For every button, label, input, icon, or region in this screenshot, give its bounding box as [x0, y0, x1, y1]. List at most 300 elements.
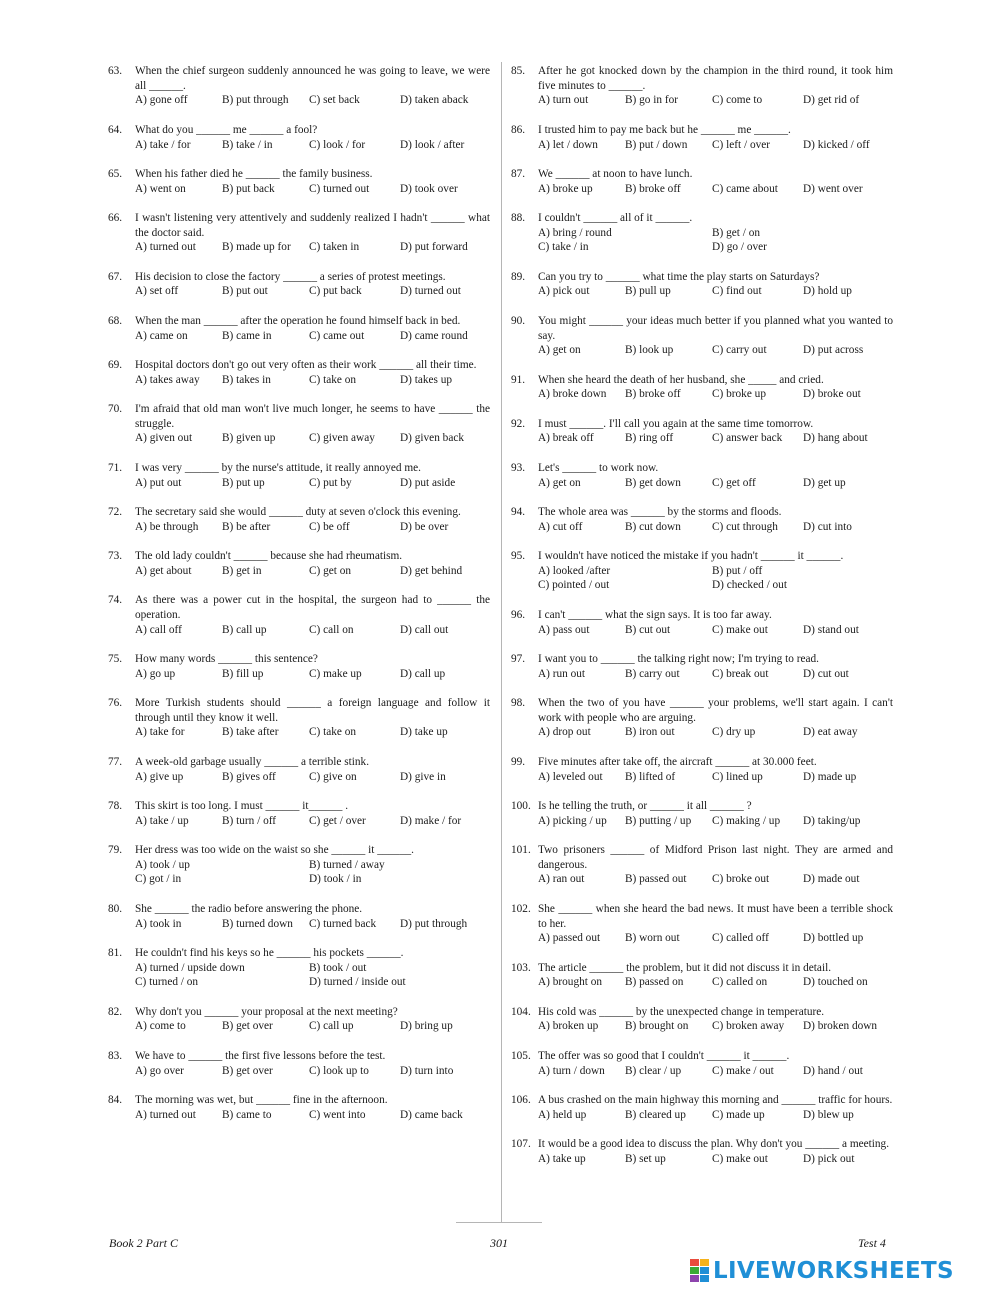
answer-option[interactable]: D) put aside: [400, 476, 456, 489]
answer-option[interactable]: B) take after: [222, 726, 279, 739]
answer-option[interactable]: D) broke out: [803, 388, 861, 401]
answer-options: [108, 564, 490, 579]
question-item: [511, 549, 893, 593]
answer-option[interactable]: D) kicked / off: [803, 138, 870, 151]
answer-options: [511, 1108, 893, 1123]
answer-options: [108, 476, 490, 491]
answer-options: [108, 1064, 490, 1079]
answer-options: [108, 240, 490, 255]
answer-option[interactable]: A) brought on: [538, 976, 603, 989]
answer-option[interactable]: B) passed on: [625, 976, 684, 989]
answer-option[interactable]: B) made up for: [222, 241, 291, 254]
answer-option[interactable]: D) taken aback: [400, 94, 469, 107]
answer-option[interactable]: B) take / in: [222, 138, 273, 151]
answer-option[interactable]: D) bottled up: [803, 932, 864, 945]
answer-option[interactable]: C) look up to: [309, 1064, 369, 1077]
question-number: 78.: [108, 799, 123, 812]
answer-option[interactable]: D) hand / out: [803, 1064, 863, 1077]
answer-option[interactable]: A) broke down: [538, 388, 607, 401]
page-number: 301: [490, 1236, 508, 1250]
answer-option[interactable]: B) gives off: [222, 770, 276, 783]
question-number: 82.: [108, 1005, 123, 1018]
answer-option[interactable]: B) broke off: [625, 388, 681, 401]
answer-option[interactable]: C) cut through: [712, 520, 778, 533]
answer-option[interactable]: C) turned back: [309, 917, 377, 930]
answer-option[interactable]: D) be over: [400, 520, 449, 533]
answer-options: [511, 520, 893, 535]
answer-option[interactable]: C) pointed / out: [538, 579, 610, 592]
answer-option[interactable]: B) call up: [222, 623, 267, 636]
question-item: [108, 314, 490, 343]
answer-option[interactable]: D) checked / out: [712, 579, 787, 592]
question-text: When the chief surgeon suddenly announced he was going to leave, we were all ______.: [135, 65, 490, 92]
question-text: I want you to ______ the talking right now; I'm trying to read.: [538, 652, 819, 665]
answer-options: [108, 623, 490, 638]
question-text: Can you try to ______ what time the play starts on Saturdays?: [538, 270, 820, 283]
answer-options: [108, 182, 490, 197]
answer-option[interactable]: B) look up: [625, 344, 674, 357]
answer-options: [511, 872, 893, 887]
answer-option[interactable]: B) pull up: [625, 285, 671, 298]
answer-option[interactable]: D) took / in: [309, 873, 362, 886]
question-number: 75.: [108, 652, 123, 665]
question-item: [108, 64, 490, 108]
answer-option[interactable]: C) get / over: [309, 814, 366, 827]
answer-options: [511, 975, 893, 990]
answer-option[interactable]: D) go / over: [712, 241, 767, 254]
answer-option[interactable]: C) carry out: [712, 344, 767, 357]
question-text: I wouldn't have noticed the mistake if you hadn't ______ it ______.: [538, 550, 844, 563]
answer-option[interactable]: D) put through: [400, 917, 468, 930]
question-text: Hospital doctors don't go out very often as their work ______ all their time.: [135, 358, 477, 371]
question-number: 98.: [511, 697, 526, 710]
answer-option[interactable]: C) get on: [309, 564, 352, 577]
question-text: This skirt is too long. I must ______ it______ .: [135, 799, 349, 812]
question-item: [108, 402, 490, 446]
answer-option[interactable]: A) pass out: [538, 623, 590, 636]
answer-option[interactable]: C) look / for: [309, 138, 366, 151]
answer-option[interactable]: C) called off: [712, 932, 769, 945]
answer-options: [511, 182, 893, 197]
answer-options: [511, 226, 893, 255]
answer-option[interactable]: B) set up: [625, 1152, 666, 1165]
answer-options: [108, 858, 490, 887]
answer-option[interactable]: B) cut out: [625, 623, 671, 636]
question-number: 104.: [511, 1005, 531, 1018]
answer-option[interactable]: B) get over: [222, 1064, 273, 1077]
question-text: He couldn't find his keys so he ______ his pockets ______.: [135, 946, 404, 959]
answer-option[interactable]: C) put by: [309, 476, 352, 489]
question-number: 102.: [511, 902, 531, 915]
question-text: A week-old garbage usually ______ a terrible stink.: [135, 755, 370, 768]
question-item: [108, 902, 490, 931]
question-text: You might ______ your ideas much better if you planned what you wanted to say.: [538, 314, 893, 342]
question-number: 93.: [511, 461, 526, 474]
question-text: Why don't you ______ your proposal at the next meeting?: [135, 1005, 398, 1018]
answer-option[interactable]: A) put out: [135, 476, 182, 489]
answer-option[interactable]: D) bring up: [400, 1020, 453, 1033]
answer-option[interactable]: C) came about: [712, 182, 778, 195]
answer-option[interactable]: C) be off: [309, 520, 350, 533]
answer-option[interactable]: C) call up: [309, 1020, 354, 1033]
question-item: [511, 505, 893, 534]
question-text: How many words ______ this sentence?: [135, 652, 318, 665]
answer-option[interactable]: C) taken in: [309, 241, 360, 254]
answer-option[interactable]: C) called on: [712, 976, 768, 989]
question-number: 74.: [108, 594, 123, 607]
question-text: His cold was ______ by the unexpected change in temperature.: [538, 1005, 825, 1018]
answer-option[interactable]: D) call out: [400, 623, 449, 636]
answer-option[interactable]: A) go over: [135, 1064, 184, 1077]
answer-option[interactable]: C) broken away: [712, 1020, 785, 1033]
answer-option[interactable]: A) call off: [135, 623, 182, 636]
answer-option[interactable]: A) gone off: [135, 94, 188, 107]
answer-option[interactable]: B) iron out: [625, 726, 675, 739]
question-item: [511, 1005, 893, 1034]
question-item: [108, 652, 490, 681]
answer-option[interactable]: A) turn / down: [538, 1064, 605, 1077]
question-number: 64.: [108, 123, 123, 136]
question-item: [108, 461, 490, 490]
answer-option[interactable]: C) lined up: [712, 770, 763, 783]
answer-option[interactable]: D) touched on: [803, 976, 868, 989]
answer-options: [108, 329, 490, 344]
answer-option[interactable]: B) came to: [222, 1108, 272, 1121]
answer-options: [511, 770, 893, 785]
answer-option[interactable]: A) took in: [135, 917, 182, 930]
answer-option[interactable]: B) lifted of: [625, 770, 676, 783]
question-number: 95.: [511, 550, 526, 563]
answer-options: [511, 138, 893, 153]
answer-option[interactable]: C) turned out: [309, 182, 370, 195]
answer-option[interactable]: A) drop out: [538, 726, 591, 739]
answer-option[interactable]: B) takes in: [222, 373, 271, 386]
answer-option[interactable]: A) go up: [135, 667, 176, 680]
answer-option[interactable]: B) worn out: [625, 932, 680, 945]
answer-options: [108, 373, 490, 388]
answer-option[interactable]: A) break off: [538, 432, 594, 445]
question-text: The morning was wet, but ______ fine in the afternoon.: [135, 1093, 388, 1106]
answer-option[interactable]: A) take / up: [135, 814, 189, 827]
answer-option[interactable]: A) bring / round: [538, 226, 612, 239]
question-number: 67.: [108, 270, 123, 283]
question-text: We ______ at noon to have lunch.: [538, 167, 693, 180]
question-text: The old lady couldn't ______ because she had rheumatism.: [135, 550, 403, 563]
answer-option[interactable]: A) get about: [135, 564, 192, 577]
answer-option[interactable]: C) dry up: [712, 726, 756, 739]
answer-option[interactable]: B) put through: [222, 94, 289, 107]
answer-option[interactable]: D) made out: [803, 873, 860, 886]
answer-option[interactable]: A) pick out: [538, 285, 590, 298]
answer-option[interactable]: D) blew up: [803, 1108, 854, 1121]
answer-option[interactable]: D) took over: [400, 182, 458, 195]
answer-options: [108, 917, 490, 932]
answer-options: [511, 1019, 893, 1034]
answer-option[interactable]: B) fill up: [222, 667, 264, 680]
question-item: [511, 1049, 893, 1078]
answer-option[interactable]: D) hold up: [803, 285, 852, 298]
answer-option[interactable]: A) passed out: [538, 932, 601, 945]
answer-option[interactable]: A) take for: [135, 726, 185, 739]
answer-option[interactable]: B) put up: [222, 476, 265, 489]
footer-book-label: Book 2 Part C: [109, 1236, 178, 1250]
answer-option[interactable]: A) be through: [135, 520, 199, 533]
question-number: 87.: [511, 167, 526, 180]
answer-option[interactable]: C) give on: [309, 770, 357, 783]
answer-option[interactable]: D) cut out: [803, 667, 849, 680]
answer-option[interactable]: D) stand out: [803, 623, 859, 636]
question-number: 70.: [108, 403, 123, 416]
answer-option[interactable]: D) hang about: [803, 432, 868, 445]
answer-option[interactable]: C) make out: [712, 623, 768, 636]
question-text: Is he telling the truth, or ______ it all ______ ?: [538, 799, 752, 812]
question-item: [511, 902, 893, 946]
answer-option[interactable]: D) taking/up: [803, 814, 861, 827]
answer-option[interactable]: C) got / in: [135, 873, 182, 886]
question-text: When his father died he ______ the family business.: [135, 167, 373, 180]
answer-option[interactable]: C) went into: [309, 1108, 366, 1121]
answer-options: [511, 814, 893, 829]
answer-option[interactable]: D) put forward: [400, 241, 468, 254]
answer-option[interactable]: B) turn / off: [222, 814, 277, 827]
answer-option[interactable]: B) clear / up: [625, 1064, 682, 1077]
answer-option[interactable]: D) turned out: [400, 285, 461, 298]
question-text: We have to ______ the first five lessons before the test.: [135, 1049, 386, 1062]
question-number: 65.: [108, 167, 123, 180]
answer-option[interactable]: C) call on: [309, 623, 354, 636]
answer-option[interactable]: C) broke out: [712, 873, 770, 886]
question-item: [511, 652, 893, 681]
answer-option[interactable]: B) get / on: [712, 226, 761, 239]
question-item: [108, 1049, 490, 1078]
answer-option[interactable]: B) came in: [222, 329, 272, 342]
answer-option[interactable]: A) let / down: [538, 138, 598, 151]
answer-option[interactable]: D) takes up: [400, 373, 453, 386]
answer-option[interactable]: D) came round: [400, 329, 468, 342]
answer-option[interactable]: D) make / for: [400, 814, 462, 827]
answer-option[interactable]: B) putting / up: [625, 814, 692, 827]
answer-option[interactable]: C) make / out: [712, 1064, 774, 1077]
question-text: As there was a power cut in the hospital, the surgeon had to ______ the operation.: [135, 594, 490, 621]
answer-option[interactable]: B) put / down: [625, 138, 688, 151]
answer-option[interactable]: B) turned down: [222, 917, 293, 930]
answer-option[interactable]: B) carry out: [625, 667, 680, 680]
answer-option[interactable]: C) take on: [309, 373, 357, 386]
answer-option[interactable]: C) put back: [309, 285, 362, 298]
column-divider: [501, 62, 502, 1222]
answer-option[interactable]: C) given away: [309, 432, 375, 445]
answer-option[interactable]: A) come to: [135, 1020, 186, 1033]
answer-option[interactable]: C) broke up: [712, 388, 766, 401]
answer-option[interactable]: D) went over: [803, 182, 863, 195]
answer-options: [108, 284, 490, 299]
question-text: I'm afraid that old man won't live much longer, he seems to have ______ the struggle.: [135, 403, 490, 430]
answer-option[interactable]: D) look / after: [400, 138, 465, 151]
question-text: The secretary said she would ______ duty at seven o'clock this evening.: [135, 505, 461, 518]
answer-option[interactable]: D) came back: [400, 1108, 463, 1121]
answer-option[interactable]: B) get in: [222, 564, 262, 577]
answer-option[interactable]: B) get over: [222, 1020, 273, 1033]
answer-option[interactable]: B) cut down: [625, 520, 681, 533]
answer-option[interactable]: A) turned out: [135, 1108, 196, 1121]
answer-option[interactable]: A) get on: [538, 344, 581, 357]
question-item: [108, 755, 490, 784]
question-item: [511, 696, 893, 740]
answer-option[interactable]: D) given back: [400, 432, 464, 445]
answer-option[interactable]: D) pick out: [803, 1152, 855, 1165]
question-number: 79.: [108, 844, 123, 857]
answer-options: [511, 1064, 893, 1079]
answer-option[interactable]: A) given out: [135, 432, 193, 445]
answer-option[interactable]: A) took / up: [135, 858, 190, 871]
answer-option[interactable]: C) find out: [712, 285, 762, 298]
footer-rule: [456, 1222, 542, 1223]
answer-options: [108, 1019, 490, 1034]
question-item: [511, 373, 893, 402]
question-text: The offer was so good that I couldn't ______ it ______.: [538, 1049, 790, 1062]
answer-option[interactable]: C) made up: [712, 1108, 765, 1121]
answer-option[interactable]: C) come to: [712, 94, 763, 107]
question-item: [511, 961, 893, 990]
answer-option[interactable]: B) put back: [222, 182, 275, 195]
answer-option[interactable]: B) ring off: [625, 432, 674, 445]
answer-options: [511, 623, 893, 638]
question-text: I trusted him to pay me back but he ______ me ______.: [538, 123, 791, 136]
answer-option[interactable]: A) get on: [538, 476, 581, 489]
question-number: 97.: [511, 652, 526, 665]
question-number: 81.: [108, 946, 123, 959]
question-text: I couldn't ______ all of it ______.: [538, 211, 693, 224]
answer-option[interactable]: C) break out: [712, 667, 769, 680]
question-text: The article ______ the problem, but it did not discuss it in detail.: [538, 961, 832, 974]
answer-option[interactable]: A) take / for: [135, 138, 191, 151]
answer-option[interactable]: A) looked /after: [538, 564, 611, 577]
question-text: Five minutes after take off, the aircraft ______ at 30.000 feet.: [538, 755, 817, 768]
answer-option[interactable]: C) take on: [309, 726, 357, 739]
answer-option[interactable]: B) go in for: [625, 94, 679, 107]
answer-option[interactable]: D) call up: [400, 667, 446, 680]
question-item: [511, 1137, 893, 1166]
question-text: When the man ______ after the operation he found himself back in bed.: [135, 314, 461, 327]
answer-option[interactable]: B) turned / away: [309, 858, 385, 871]
question-item: [511, 461, 893, 490]
answer-option[interactable]: B) given up: [222, 432, 276, 445]
answer-option[interactable]: A) held up: [538, 1108, 587, 1121]
question-item: [108, 696, 490, 740]
answer-option[interactable]: C) take / in: [538, 241, 589, 254]
question-text: When the two of you have ______ your problems, we'll start again. I can't work with people who are arguing.: [538, 697, 893, 724]
answer-options: [511, 1152, 893, 1167]
answer-option[interactable]: B) took / out: [309, 961, 367, 974]
answer-option[interactable]: B) brought on: [625, 1020, 689, 1033]
question-number: 72.: [108, 505, 123, 518]
answer-option[interactable]: A) cut off: [538, 520, 583, 533]
question-item: [511, 417, 893, 446]
answer-option[interactable]: A) picking / up: [538, 814, 607, 827]
answer-option[interactable]: C) get off: [712, 476, 756, 489]
answer-option[interactable]: C) came out: [309, 329, 365, 342]
answer-option[interactable]: D) take up: [400, 726, 448, 739]
answer-option[interactable]: D) give in: [400, 770, 446, 783]
question-item: [108, 123, 490, 152]
answer-option[interactable]: A) give up: [135, 770, 184, 783]
answer-option[interactable]: D) get behind: [400, 564, 463, 577]
answer-option[interactable]: B) put / off: [712, 564, 763, 577]
question-number: 89.: [511, 270, 526, 283]
answer-option[interactable]: D) get rid of: [803, 94, 860, 107]
answer-option[interactable]: D) broken down: [803, 1020, 878, 1033]
answer-option[interactable]: D) eat away: [803, 726, 858, 739]
answer-option[interactable]: C) make up: [309, 667, 362, 680]
answer-option[interactable]: A) broken up: [538, 1020, 599, 1033]
question-text: After he got knocked down by the champion in the third round, it took him five minutes to ______.: [538, 65, 893, 92]
liveworksheets-logo-icon: [690, 1259, 710, 1283]
question-number: 76.: [108, 697, 123, 710]
question-item: [511, 843, 893, 887]
answer-option[interactable]: D) put across: [803, 344, 864, 357]
answer-option[interactable]: C) set back: [309, 94, 360, 107]
answer-option[interactable]: A) turn out: [538, 94, 589, 107]
answer-option[interactable]: D) turn into: [400, 1064, 454, 1077]
question-number: 92.: [511, 417, 526, 430]
answer-option[interactable]: A) came on: [135, 329, 188, 342]
answer-option[interactable]: B) broke off: [625, 182, 681, 195]
question-text: I can't ______ what the sign says. It is too far away.: [538, 608, 772, 621]
answer-option[interactable]: A) leveled out: [538, 770, 603, 783]
answer-option[interactable]: A) went on: [135, 182, 186, 195]
answer-option[interactable]: A) broke up: [538, 182, 593, 195]
answer-option[interactable]: D) made up: [803, 770, 857, 783]
answer-option[interactable]: A) run out: [538, 667, 586, 680]
answer-option[interactable]: A) takes away: [135, 373, 200, 386]
answer-option[interactable]: A) take up: [538, 1152, 586, 1165]
answer-option[interactable]: C) turned / on: [135, 976, 199, 989]
answer-option[interactable]: C) make out: [712, 1152, 768, 1165]
answer-option[interactable]: C) left / over: [712, 138, 771, 151]
question-item: [108, 946, 490, 990]
answer-options: [108, 667, 490, 682]
question-number: 71.: [108, 461, 123, 474]
question-text: His decision to close the factory ______ a series of protest meetings.: [135, 270, 446, 283]
question-number: 101.: [511, 844, 531, 857]
liveworksheets-logo[interactable]: [690, 1257, 954, 1285]
answer-option[interactable]: B) put out: [222, 285, 268, 298]
question-item: [511, 270, 893, 299]
question-text: The whole area was ______ by the storms and floods.: [538, 505, 782, 518]
question-text: She ______ when she heard the bad news. It must have been a terrible shock to her.: [538, 902, 893, 930]
question-number: 85.: [511, 65, 526, 77]
question-text: More Turkish students should ______ a foreign language and follow it through until they know it well.: [135, 697, 490, 724]
answer-option[interactable]: B) passed out: [625, 873, 687, 886]
answer-option[interactable]: D) get up: [803, 476, 846, 489]
answer-option[interactable]: C) making / up: [712, 814, 781, 827]
answer-option[interactable]: C) answer back: [712, 432, 783, 445]
answer-option[interactable]: A) ran out: [538, 873, 585, 886]
answer-option[interactable]: D) cut into: [803, 520, 852, 533]
answer-options: [108, 431, 490, 446]
question-number: 86.: [511, 123, 526, 136]
answer-option[interactable]: A) set off: [135, 285, 179, 298]
answer-option[interactable]: B) cleared up: [625, 1108, 686, 1121]
answer-option[interactable]: A) turned / upside down: [135, 961, 245, 974]
answer-options: [108, 961, 490, 990]
answer-option[interactable]: A) turned out: [135, 241, 196, 254]
answer-options: [511, 387, 893, 402]
answer-option[interactable]: D) turned / inside out: [309, 976, 406, 989]
answer-options: [511, 284, 893, 299]
answer-option[interactable]: B) get down: [625, 476, 681, 489]
answer-option[interactable]: B) be after: [222, 520, 271, 533]
